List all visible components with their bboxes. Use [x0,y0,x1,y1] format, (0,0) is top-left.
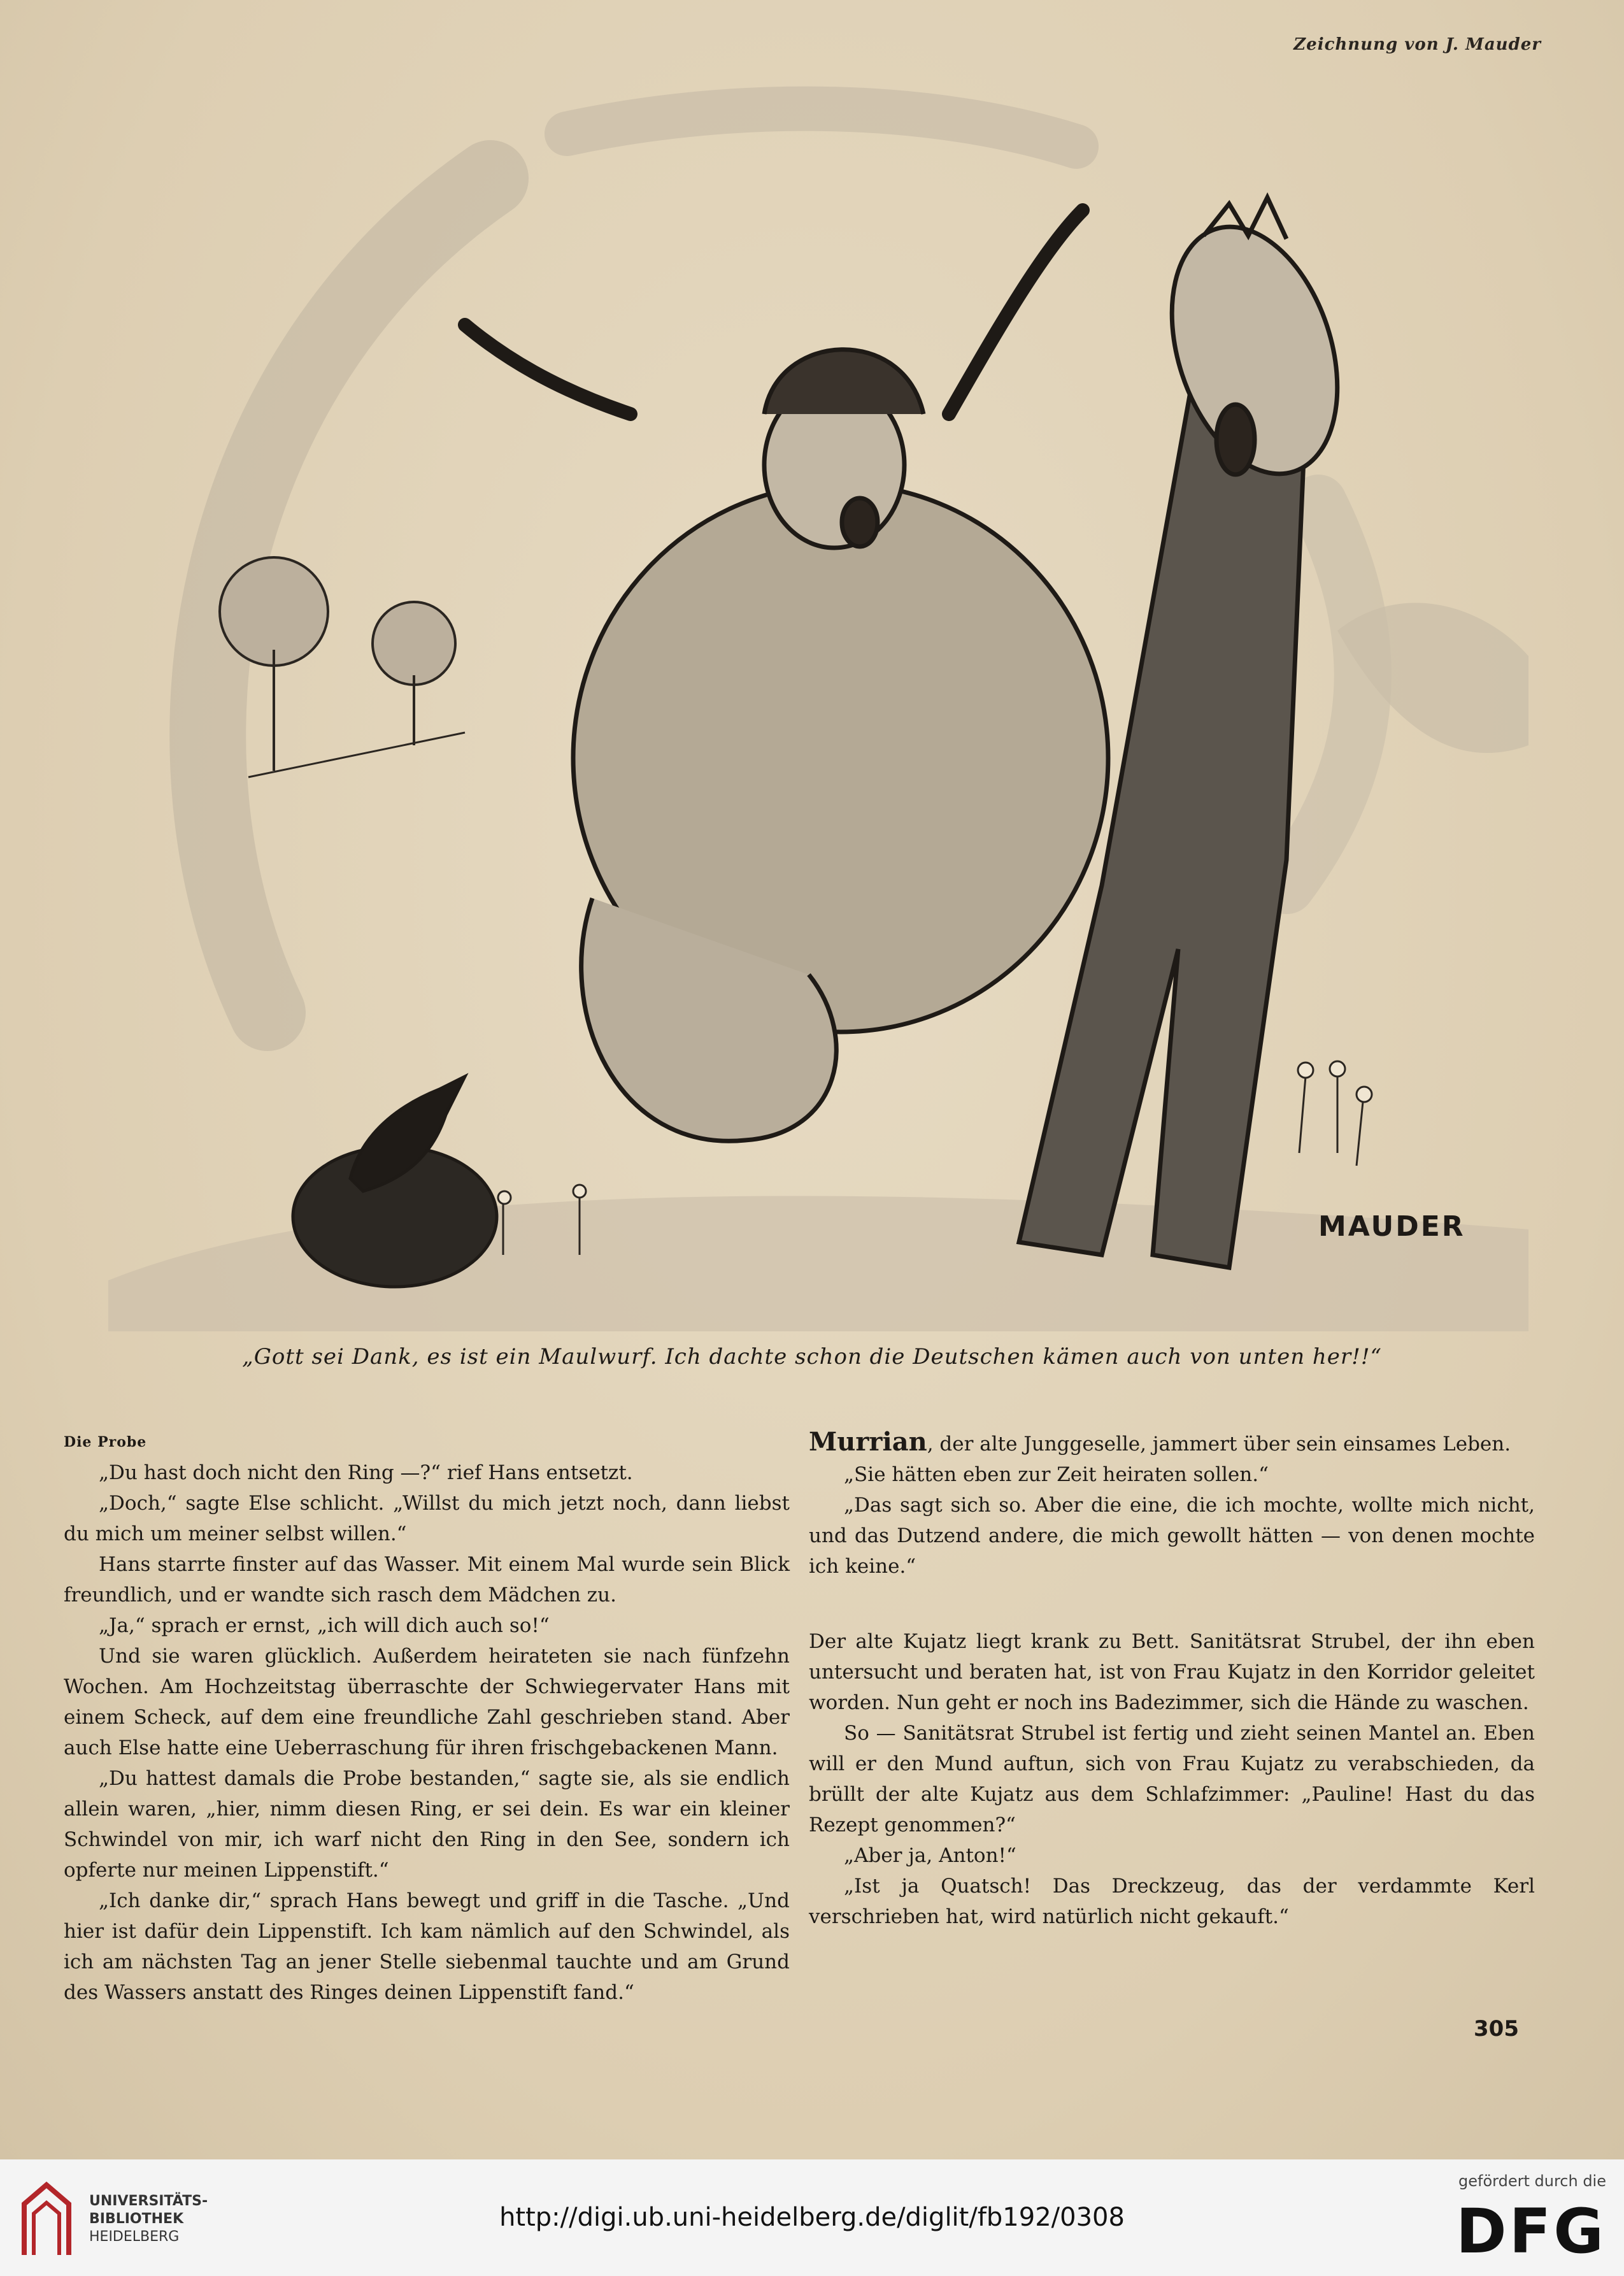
paragraph: „Sie hätten eben zur Zeit heiraten sollen.“ [844,1463,1269,1486]
mole-figure [293,1077,497,1287]
paragraph: „Du hast doch nicht den Ring —?“ rief Hans entsetzt. [99,1461,633,1484]
funding-label: gefördert durch die [1458,2172,1606,2190]
story-title: Die Probe [64,1434,147,1450]
left-column [64,1427,790,2008]
library-name: UNIVERSITÄTS- BIBLIOTHEK HEIDELBERG [89,2193,208,2245]
anecdote-intro [809,1427,1535,1459]
cartoon-caption: „Gott sei Dank, es ist ein Maulwurf. Ich dachte schon die Deutschen kämen auch von unten her!!“ [242,1344,1382,1370]
paragraph: „Ja,“ sprach er ernst, „ich will dich auch so!“ [99,1614,550,1637]
paragraph: „Das sagt sich so. Aber die eine, die ich mochte, wollte mich nicht, und das Dutzend andere, die mich gewollt hätten — von denen mochte ich keine.“ [809,1494,1535,1578]
paragraph: Der alte Kujatz liegt krank zu Bett. Sanitätsrat Strubel, der ihn eben untersucht und beraten hat, ist von Frau Kujatz in den Korridor geleitet worden. Nun geht er noch ins Badezimmer, sich die Hände zu waschen. [809,1630,1535,1714]
paragraph: Hans starrte finster auf das Wasser. Mit einem Mal wurde sein Blick freundlich, und er wandte sich rasch dem Mädchen zu. [64,1553,790,1607]
paragraph: „Aber ja, Anton!“ [844,1844,1016,1867]
illustration-credit: Zeichnung von J. Mauder [1293,35,1541,54]
viewer-footer [0,2159,1624,2276]
paragraph: „Ist ja Quatsch! Das Dreckzeug, das der verdammte Kerl verschrieben hat, wird natürlich nicht gekauft.“ [809,1875,1535,1928]
page-number: 305 [1474,2016,1519,2042]
paragraph: „Doch,“ sagte Else schlicht. „Willst du mich jetzt noch, dann liebst du mich um meiner selbst willen.“ [64,1492,790,1545]
paragraph: „Du hattest damals die Probe bestanden,“ sagte sie, als sie endlich allein waren, „hier, nimm diesen Ring, er sei dein. Es war ein kleiner Schwindel von mir, ich warf nicht den Ring in den See, sondern ich opferte nur meinen Lippenstift.“ [64,1767,790,1882]
cartoon-illustration [108,57,1528,1331]
character-name: Murrian [809,1427,927,1457]
background-trees [220,557,465,777]
paragraph: Und sie waren glücklich. Außerdem heirateten sie nach fünfzehn Wochen. Am Hochzeitstag überraschte der Schwiegervater Hans mit einem Scheck, auf dem eine freundliche Zahl geschrieben stand. Aber auch Else hatte eine Ueberraschung für ihren frischgebackenen Mann. [64,1645,790,1759]
cartoonist-signature: MAUDER [1318,1210,1465,1243]
paragraph: So — Sanitätsrat Strubel ist fertig und zieht seinen Mantel an. Eben will er den Mund auftun, sich von Frau Kujatz zu verabschieden, da brüllt der alte Kujatz aus dem Schlafzimmer: „Pauline! Hast du das Rezept genommen?“ [809,1722,1535,1836]
dfg-logo: DFG [1455,2196,1606,2267]
paragraph: „Ich danke dir,“ sprach Hans bewegt und griff in die Tasche. „Und hier ist dafür dein Lippenstift. Ich kam nämlich auf den Schwindel, als ich am nächsten Tag an jener Stelle siebenmal tauchte und am Grund des Wassers anstatt des Ringes deinen Lippenstift fand.“ [64,1889,790,2004]
woman-figure [465,210,1108,1141]
source-url-link[interactable]: http://digi.ub.uni-heidelberg.de/diglit/fb192/0308 [499,2203,1125,2232]
intro-text: , der alte Junggeselle, jammert über sein einsames Leben. [927,1433,1511,1456]
right-column [809,1427,1535,1932]
